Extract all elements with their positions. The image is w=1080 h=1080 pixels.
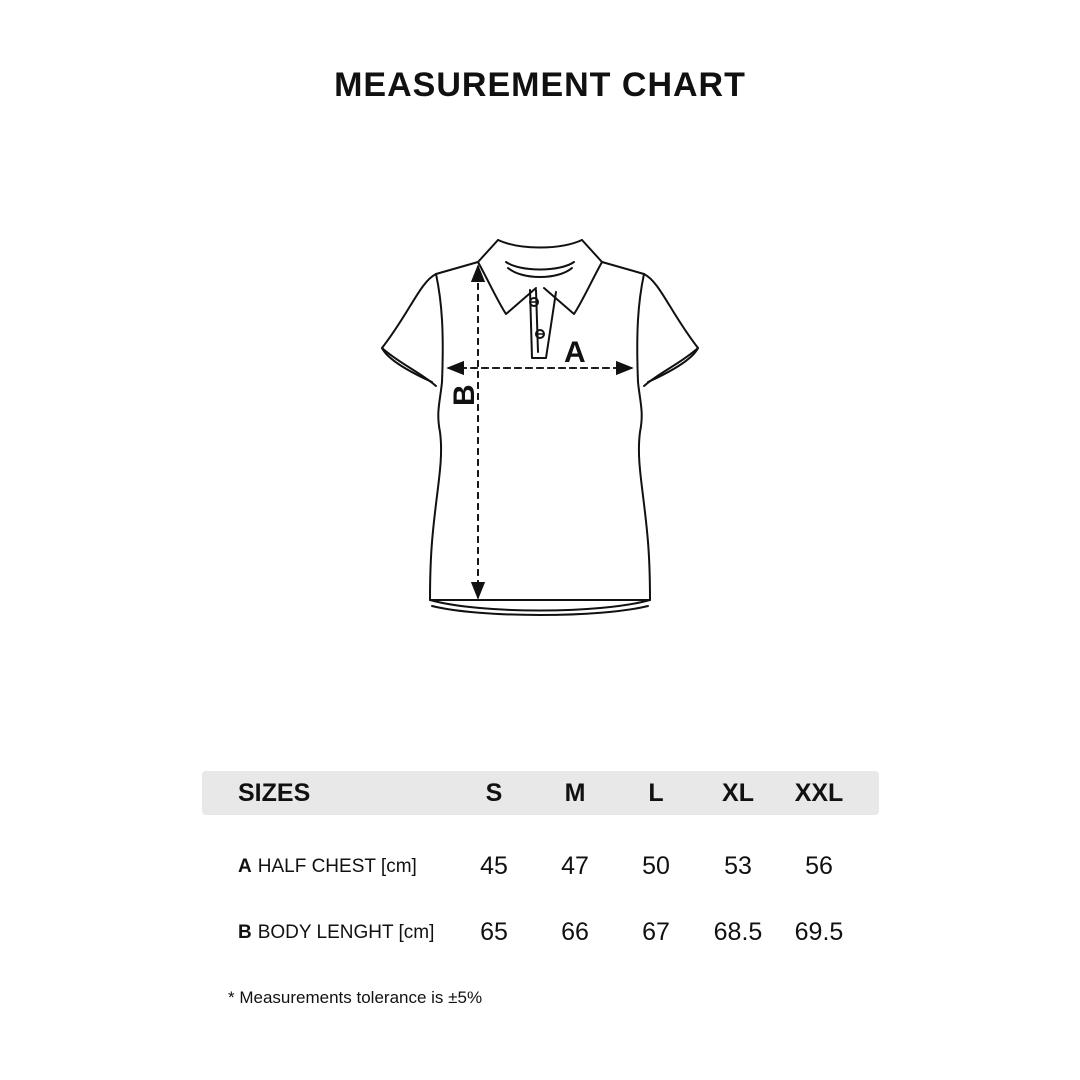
shirt-hem	[430, 600, 650, 611]
polo-shirt-illustration	[370, 232, 710, 622]
size-header-xxl: XXL	[794, 779, 844, 807]
row-key: A	[238, 856, 252, 877]
sizes-header-label: SIZES	[238, 779, 311, 807]
right-sleeve	[644, 274, 698, 386]
size-header-l: L	[648, 779, 664, 807]
size-table-header	[202, 771, 879, 815]
table-row-body-length	[202, 914, 879, 954]
page-title: MEASUREMENT CHART	[334, 66, 746, 104]
value-cell: 69.5	[794, 918, 844, 946]
value-cell: 53	[724, 852, 752, 880]
collar	[498, 240, 582, 248]
polo-shirt-drawing	[370, 232, 710, 622]
row-label-half-chest	[238, 856, 417, 878]
row-label-text: BODY LENGHT [cm]	[257, 922, 435, 943]
value-cell: 50	[642, 852, 670, 880]
value-cell: 65	[480, 918, 508, 946]
size-header-s: S	[485, 779, 503, 807]
size-header-xl: XL	[722, 779, 754, 807]
value-cell: 66	[561, 918, 589, 946]
label-b: B	[448, 384, 481, 406]
value-cell: 67	[642, 918, 670, 946]
tolerance-note: * Measurements tolerance is ±5%	[228, 988, 483, 1007]
shirt-body-outline	[430, 274, 650, 600]
value-cell: 56	[805, 852, 833, 880]
row-label-body-length	[238, 922, 434, 944]
table-row-half-chest	[202, 848, 879, 888]
size-header-m: M	[564, 779, 586, 807]
value-cell: 68.5	[713, 918, 763, 946]
placket	[530, 290, 556, 358]
value-cell: 47	[561, 852, 589, 880]
value-cell: 45	[480, 852, 508, 880]
label-a: A	[564, 336, 586, 369]
row-label-text: HALF CHEST [cm]	[257, 856, 417, 877]
row-key: B	[238, 922, 252, 943]
left-sleeve	[382, 274, 436, 386]
